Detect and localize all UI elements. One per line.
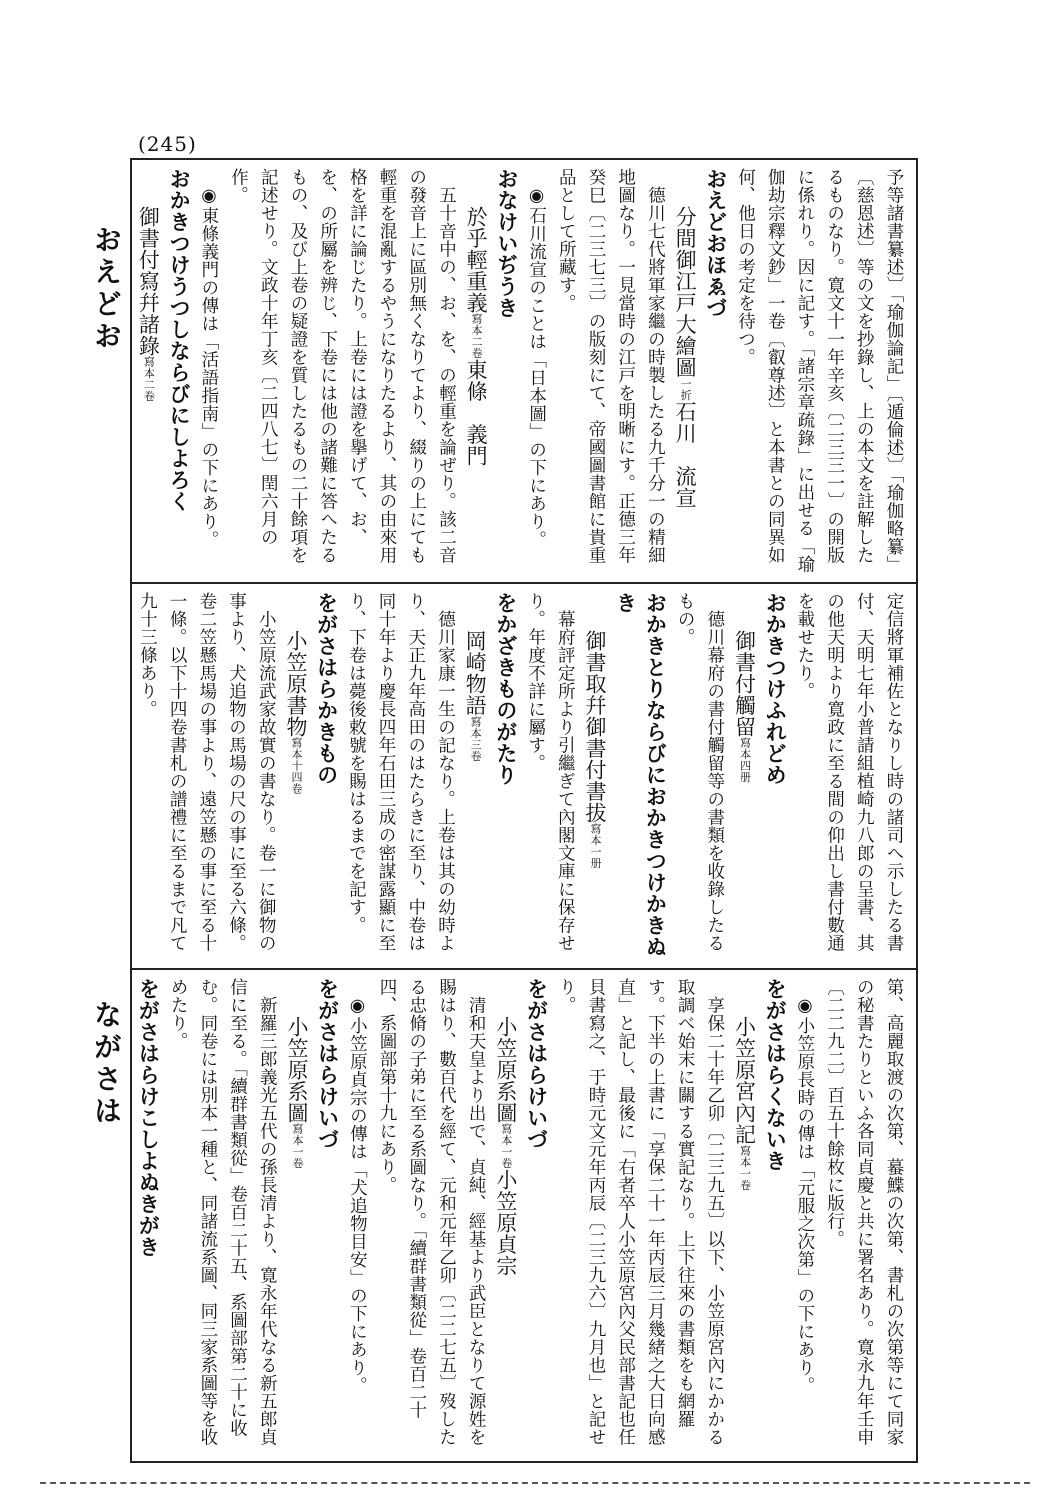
continuation-fragment: 第、高麗取渡の次第、蟇鰈の次第、書札の次第等にて同家の秘書たりといふ各同貞慶と共に署名あり。寛永九年壬申〔二二九二〕百五十餘枚に版行。 xyxy=(824,978,904,1446)
tier-3 xyxy=(132,968,916,1461)
entry xyxy=(551,978,790,1455)
entry-heading: おえどおほゑづ xyxy=(703,168,728,319)
entry-title: 小笠原宮內記 xyxy=(732,1015,757,1145)
entry xyxy=(162,978,341,1455)
entry-heading: おかきとりならびにおかきつけかきぬき xyxy=(613,592,668,958)
entry-body: 德川幕府の書付觸留等の書類を收錄したるもの。 xyxy=(675,592,725,952)
entry-body xyxy=(132,168,133,576)
entry-volume-note: 寫本二卷 xyxy=(470,313,484,360)
entry-reference: ◉石川流宣のことは「日本圖」の下にあり。 xyxy=(526,185,547,548)
entry-title: 岡崎物語 xyxy=(463,629,488,716)
entry xyxy=(132,168,193,576)
entry-heading: おかきつけふれどめ xyxy=(763,592,788,786)
entry-title: 於乎輕重義 xyxy=(464,205,489,314)
entry xyxy=(342,978,551,1455)
entry-title: 御書付觸留 xyxy=(732,629,757,738)
entry-title-line xyxy=(729,978,760,1455)
tier-2 xyxy=(132,582,916,968)
entry xyxy=(669,592,789,962)
continuation-fragment: 予等諸書纂述〕「瑜伽論記」〔遁倫述〕「瑜伽略纂」〔慈恩述〕等の文を抄錄し、上の本文を註解したるものなり。寛文十一年辛亥〔二三三一〕の開版に係れり。因に記す。「諸宗章疏錄」に出せる「瑜伽劫宗釋文鈔」一卷〔叡尊述〕と本書との同異如何、他日の考定を待つ。 xyxy=(735,168,904,574)
entry-body: 新羅三郎義光五代の孫長清より、寛永年代なる新五郎貞信に至る。「續群書類從」卷百二十五、系圖部第二十に收む。同卷には別本一種と、同諸流系圖、同三家系圖等を收めたり。 xyxy=(168,978,278,1446)
entry-title: 分間御江戸大繪圖 xyxy=(673,205,698,378)
entry-body: 幕府評定所より引繼ぎて內閣文庫に保存せり。年度不詳に屬す。 xyxy=(525,592,576,952)
entry xyxy=(341,592,520,962)
continuation-reference: ◉小笠原長時の傳は「元服之次第」の下にあり。 xyxy=(794,995,815,1394)
entry-title-line xyxy=(669,168,700,576)
running-head-bottom: ながさは xyxy=(90,1000,123,1128)
entry-body: 小笠原流武家故實の書なり。卷一に御物の事より、犬追物の馬場の尺の事に至る六條。卷二笠懸馬場の事より、遠笠懸の事に至る十一條。以下十四卷書札の譜禮に至るまで凡て九十三條あり。 xyxy=(137,592,277,952)
entry xyxy=(520,592,670,962)
entry-heading: おなけいぢうき xyxy=(494,168,519,319)
continuation-fragment: 定信將軍補佐となりし時の諸司へ示したる書付、天明七年小普請組植崎九八郎の呈書、其の他天明より寛政に至る間の仰出し書付數通を載せたり。 xyxy=(794,592,904,952)
entry-title: 小笠原書物 xyxy=(283,629,308,738)
entry-title-line xyxy=(729,592,760,962)
tier-3-column xyxy=(136,978,908,1455)
bottom-dashed-rule xyxy=(40,1482,1030,1484)
entry-body: 享保二十年乙卯〔二三九五〕以下、小笠原宮內にかかる取調べ始末に關する實記なり。上下往來の書類をも網羅す。下半の上書に「享保二十一年丙辰三月幾緒之大日向感直」と記し、最後に「右者卒人小笠原宮內父民部書記也任貝書寫之、于時元文元年丙辰〔二三九六〕九月也」と記せり。 xyxy=(556,978,725,1446)
entry-title-line xyxy=(281,978,312,1455)
tier-1 xyxy=(132,160,916,582)
entry-reference: ◉小笠原貞宗の傳は「犬追物目安」の下にあり。 xyxy=(347,995,368,1394)
entry-reference: ◉東條義門の傳は「活語指南」の下にあり。 xyxy=(198,185,219,548)
entry-body: 五十音中の、お、を、の輕重を論ぜり。該二音の發音上に區別無くなりてより、綴りの上にても輕重を混亂するやうになりたるより、其の由來用格を詳に論じたり。上卷には證を擧げて、お、を、の所屬を辨じ、下卷には他の諸難に答へたるもの、及び上卷の疑證を質したるもの二十餘項を記述せり。文政十年丁亥〔二四八七〕閏六月の作。 xyxy=(228,168,457,564)
entry-volume-note: 寫本三卷 xyxy=(469,715,483,762)
entry-title-line xyxy=(133,168,164,576)
entry xyxy=(132,978,162,1455)
entry-heading: をがさはらかきもの xyxy=(314,592,339,786)
entry-volume-note: 寫本四册 xyxy=(738,737,752,784)
entry-heading: をがさはらくないき xyxy=(763,978,788,1172)
entry-body: 清和天皇より出で、貞純、經基より武臣となりて源姓を賜はり、數百代を經て、元和元年乙卯〔二二七五〕歿したる忠脩の子弟に至る系圖なり。「續群書類從」卷百二十四、系圖部第十九にあり。 xyxy=(377,978,487,1446)
entry-title-line xyxy=(579,592,610,962)
entry-heading: をがさはらけこしよぬきがき xyxy=(136,978,161,1258)
entry-title: 御書付寫幷諸錄 xyxy=(136,205,161,357)
entry-heading: をがさはらけいづ xyxy=(315,978,340,1150)
page-number: (245) xyxy=(138,132,197,156)
entry-title: 小笠原系圖 xyxy=(284,1015,309,1124)
entry-volume-note: 寫本一卷 xyxy=(290,1123,304,1170)
entry-body: 德川家康一生の記なり。上卷は其の幼時より、天正九年高田のはたらきに至り、中卷は同十年より慶長四年石田三成の密謀露顯に至り、下卷は薨後敕號を賜はるまでを記す。 xyxy=(346,592,456,952)
tier-2-column xyxy=(137,592,908,962)
entry-volume-note: 寫本二卷 xyxy=(142,356,156,403)
entry-author: 小笠原貞宗 xyxy=(493,1169,518,1277)
entry-title: 小笠原系圖 xyxy=(493,1015,518,1124)
entry-title-line xyxy=(460,168,491,576)
entry xyxy=(193,168,521,576)
entry-title-line xyxy=(459,592,490,962)
entry xyxy=(132,592,341,962)
entry-author: 石川 流宣 xyxy=(673,400,698,509)
tier-1-column xyxy=(136,168,908,576)
entry-volume-note: 寫本一册 xyxy=(588,823,602,870)
entry-volume-note: 寫本十四卷 xyxy=(289,737,303,795)
entry-title-line xyxy=(132,978,133,1455)
entry-heading: をがさはらけいづ xyxy=(524,978,549,1150)
entry-author: 東條 義門 xyxy=(464,359,489,467)
entry-heading: おかきつけうつしならびにしよろく xyxy=(167,168,192,512)
running-head-top: おえどお xyxy=(90,225,123,353)
entry-title-line xyxy=(280,592,311,962)
entry-title-line xyxy=(490,978,521,1455)
entry-volume-note: 一折 xyxy=(679,377,693,401)
entry-volume-note: 寫本一卷 xyxy=(499,1123,513,1170)
entry-body: 德川七代將軍家繼の時製したる九千分一の精細地圖なり。一見當時の江戸を明晰にす。正德三年癸巳〔二三七三〕の版刻にて、帝國圖書館に貴重品として所藏す。 xyxy=(556,168,666,564)
page-frame xyxy=(130,158,918,1463)
entry-title: 御書取幷御書付書拔 xyxy=(582,629,607,824)
entry-heading: をかざきものがたり xyxy=(493,592,518,786)
entry xyxy=(521,168,730,576)
entry-volume-note: 寫本一卷 xyxy=(738,1144,752,1191)
